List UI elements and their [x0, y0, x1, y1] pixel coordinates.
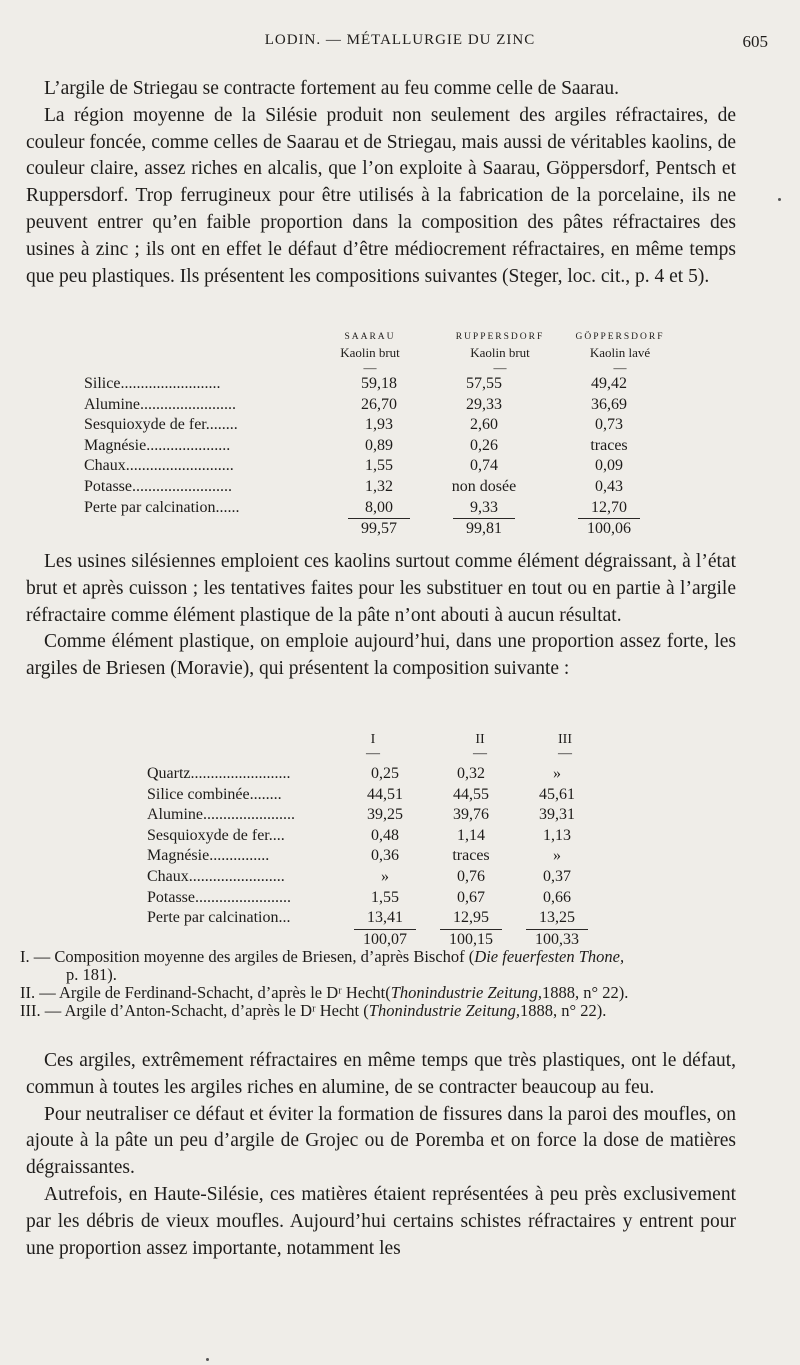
table-row	[84, 395, 674, 416]
paragraph: Autrefois, en Haute-Silésie, ces matières étaient représentées à peu près exclusivement par les débris de vieux moufles. Aujourd’hui certains schistes réfractaires y entrent pour une proportion assez importante, notamment les	[26, 1183, 736, 1259]
table-row	[147, 764, 595, 785]
row-label: Quartz.........................	[147, 765, 291, 782]
briesen-clay-composition-table	[147, 764, 595, 950]
row-label: Alumine........................	[84, 395, 236, 413]
cell: 36,69	[591, 395, 627, 413]
row-label: Sesquioxyde de fer....	[147, 826, 285, 844]
paragraph: Ces argiles, extrêmement réfractaires en même temps que très plastiques, ont le défaut, commun à toutes les argiles riches en alumine, de se contracter beaucoup au feu.	[26, 1050, 736, 1098]
table-row	[147, 785, 595, 806]
table-row	[147, 805, 595, 826]
cell: 1,14	[457, 826, 485, 844]
cell: 0,26	[470, 436, 498, 454]
cell: 0,36	[371, 847, 399, 865]
column-place: GÖPPERSDORF	[575, 332, 665, 342]
cell: 1,93	[365, 416, 393, 434]
row-label: Chaux........................	[147, 867, 285, 885]
table1-col-header: SAARAU Kaolin brut —	[330, 330, 410, 375]
footnote-2: II. — Argile de Ferdinand-Schacht, d’après le Dʳ Hecht(Thonindustrie Zeitung,1888, n° 22).	[20, 983, 629, 1002]
column-type: Kaolin brut	[340, 345, 400, 360]
cell: 0,66	[543, 888, 571, 906]
paragraph: Comme élément plastique, on emploie aujourd’hui, dans une proportion assez forte, les argiles de Briesen (Moravie), qui présentent la composition suivante :	[26, 631, 736, 680]
footnote-1: I. — Composition moyenne des argiles de Briesen, d’après Bischof (Die feuerfesten Thone, p. 181).	[20, 947, 625, 984]
cell: 39,31	[539, 806, 575, 824]
body-text-top	[26, 76, 736, 290]
body-text-middle	[26, 549, 736, 683]
cell: 59,18	[361, 375, 397, 392]
cell: »	[553, 765, 561, 782]
cell: non dosée	[451, 477, 517, 495]
row-label: Silice combinée........	[147, 785, 282, 803]
cell: 0,74	[470, 457, 498, 475]
table-row	[147, 888, 595, 909]
kaolin-composition-table	[84, 374, 674, 540]
column-place: SAARAU	[344, 332, 396, 342]
cell: 0,32	[457, 765, 485, 782]
column-type: Kaolin lavé	[589, 345, 651, 360]
cell: 57,55	[466, 375, 502, 392]
cell: 0,37	[543, 867, 571, 885]
paragraph: La région moyenne de la Silésie produit non seulement des argiles réfractaires, de couleur foncée, comme celles de Saarau et de Striegau, mais aussi de véritables kaolins, de couleur claire, assez riches en alcalis, que l’on exploite à Saarau, Göppersdorf, Pentsch et Ruppersdorf. Trop ferrugineux pour être utilisés à la fabrication de la porcelaine, ils ne peuvent entrer qu’en faible proportion dans la composition des pâtes réfractaires des usines à zinc ; ils ont en effet le défaut d’être médiocrement réfractaires, en même temps que peu plastiques. Ils présentent les compositions suivantes (Steger, loc. cit., p. 4 et 5).	[26, 104, 736, 287]
page-number: 605	[742, 32, 768, 51]
table-row	[84, 498, 674, 519]
cell: 45,61	[539, 785, 575, 803]
table2-col-header: I —	[366, 732, 380, 761]
cell: 12,95	[453, 909, 489, 927]
row-label: Silice.........................	[84, 375, 221, 392]
cell: 0,09	[595, 457, 623, 475]
column-place: RUPPERSDORF	[455, 332, 545, 342]
footnotes	[20, 948, 740, 1020]
paragraph: Pour neutraliser ce défaut et éviter la formation de fissures dans la paroi des moufles, on ajoute à la pâte un peu d’argile de Grojec ou de Poremba et on force la dose de matières dégraissantes.	[26, 1103, 736, 1179]
table-row	[147, 867, 595, 888]
table-row	[147, 846, 595, 867]
running-title: LODIN. — MÉTALLURGIE DU ZINC	[264, 32, 536, 48]
row-label: Magnésie...............	[147, 847, 270, 865]
footnote-source-title: Thonindustrie Zeitung,	[390, 983, 543, 1002]
total-cell: 100,33	[526, 929, 588, 951]
table-row	[84, 456, 674, 477]
cell: 1,13	[543, 826, 571, 844]
cell: 9,33	[470, 498, 498, 516]
table-row	[147, 908, 595, 929]
total-cell: 99,57	[348, 518, 410, 540]
table-row	[84, 436, 674, 457]
table-row	[84, 477, 674, 498]
row-label: Potasse........................	[147, 888, 291, 906]
cell: 1,32	[365, 477, 393, 495]
cell: 26,70	[361, 395, 397, 413]
cell: 0,43	[595, 477, 623, 495]
cell: 0,73	[595, 416, 623, 434]
cell: »	[381, 867, 389, 885]
row-label: Potasse.........................	[84, 477, 232, 495]
paragraph: L’argile de Striegau se contracte fortement au feu comme celle de Saarau.	[44, 78, 619, 99]
footnote-source-title: Die feuerfesten Thone,	[474, 947, 625, 966]
cell: 44,55	[453, 785, 489, 803]
cell: 49,42	[591, 375, 627, 392]
total-cell: 100,06	[578, 518, 640, 540]
body-text-bottom	[26, 1048, 736, 1262]
cell: 0,67	[457, 888, 485, 906]
cell: 39,25	[367, 806, 403, 824]
cell: 0,25	[371, 765, 399, 782]
total-cell: 100,07	[354, 929, 416, 951]
row-label: Alumine.......................	[147, 806, 295, 824]
row-label: Chaux...........................	[84, 457, 234, 475]
print-speck	[206, 1358, 209, 1361]
table-row	[84, 374, 674, 395]
table-row	[84, 415, 674, 436]
table1-col-header: RUPPERSDORF Kaolin brut —	[440, 330, 560, 375]
print-speck	[778, 198, 781, 201]
total-cell: 100,15	[440, 929, 502, 951]
cell: traces	[590, 436, 628, 454]
table2-col-header: III —	[558, 732, 572, 761]
cell: 13,25	[539, 909, 575, 927]
cell: 13,41	[367, 909, 403, 927]
cell: 29,33	[466, 395, 502, 413]
row-label: Magnésie.....................	[84, 436, 231, 454]
running-header	[0, 32, 800, 58]
row-label: Sesquioxyde de fer........	[84, 416, 238, 434]
cell: 2,60	[470, 416, 498, 434]
table1-col-header: GÖPPERSDORF Kaolin lavé —	[560, 330, 680, 375]
cell: 0,89	[365, 436, 393, 454]
footnote-source-title: Thonindustrie Zeitung,	[368, 1001, 521, 1020]
cell: »	[553, 847, 561, 865]
cell: traces	[452, 847, 490, 865]
table2-col-header: II —	[473, 732, 487, 761]
row-label: Perte par calcination......	[84, 498, 240, 516]
table-row	[147, 826, 595, 847]
column-type: Kaolin brut	[470, 345, 530, 360]
footnote-3: III. — Argile d’Anton-Schacht, d’après le Dʳ Hecht (Thonindustrie Zeitung,1888, n° 22).	[20, 1001, 607, 1020]
totals-row	[84, 518, 674, 540]
cell: 8,00	[365, 498, 393, 516]
paragraph: Les usines silésiennes emploient ces kaolins surtout comme élément dégraissant, à l’état brut et après cuisson ; les tentatives faites pour les substituer en tout ou en partie à l’argile réfractaire comme élément plastique de la pâte n’ont abouti à aucun résultat.	[26, 551, 736, 626]
cell: 44,51	[367, 785, 403, 803]
cell: 0,76	[457, 867, 485, 885]
row-label: Perte par calcination...	[147, 909, 291, 927]
cell: 39,76	[453, 806, 489, 824]
total-cell: 99,81	[453, 518, 515, 540]
cell: 0,48	[371, 826, 399, 844]
cell: 12,70	[591, 498, 627, 516]
cell: 1,55	[365, 457, 393, 475]
cell: 1,55	[371, 888, 399, 906]
